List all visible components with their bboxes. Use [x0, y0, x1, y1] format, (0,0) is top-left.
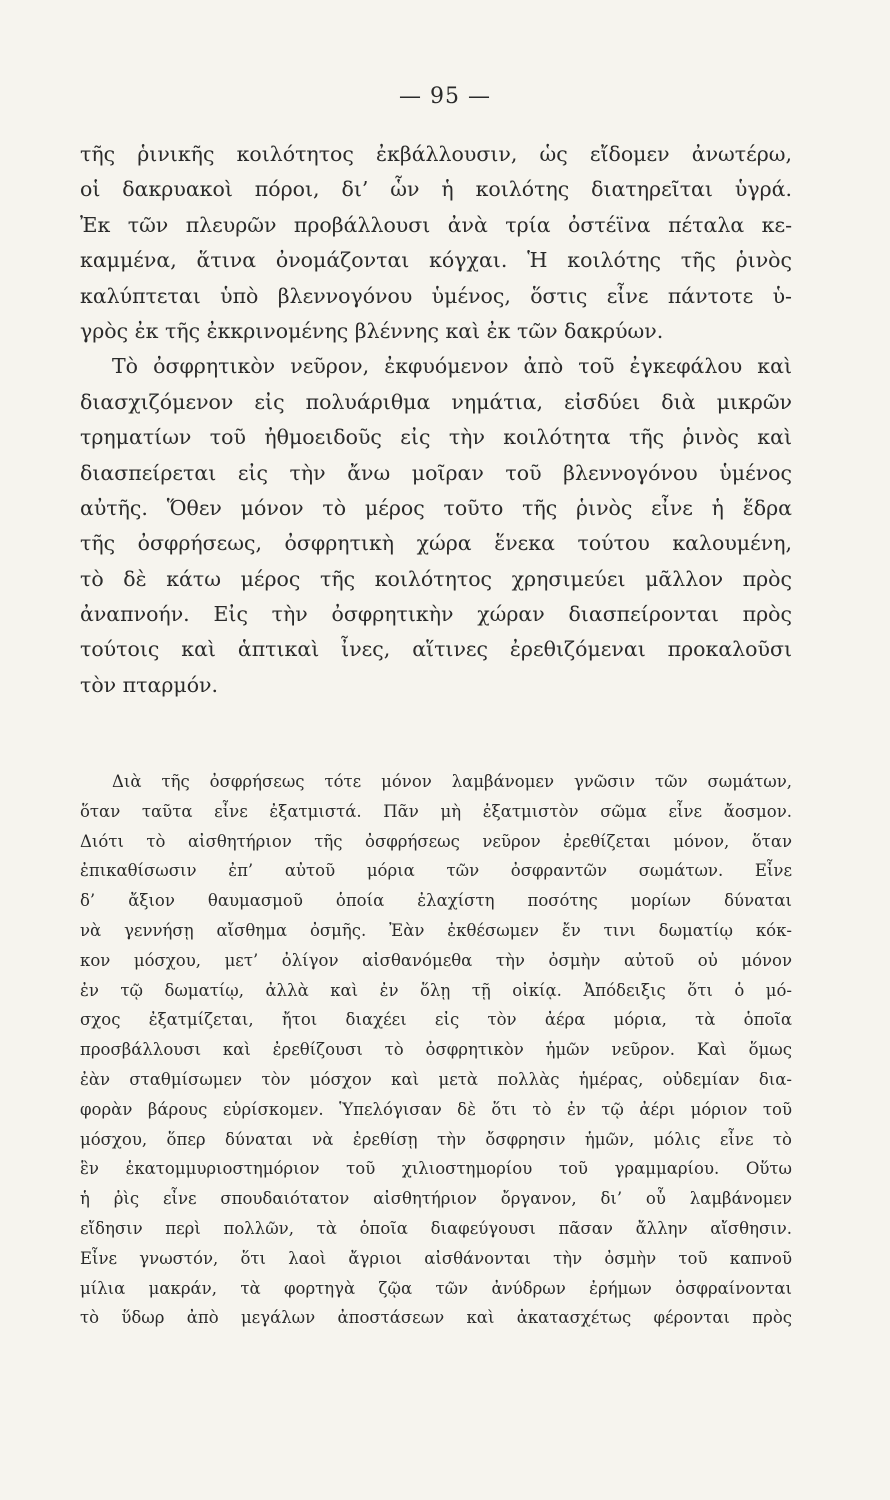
text-line: μίλια μακράν, τὰ φορτηγὰ ζῷα τῶν ἀνύδρων ἐρήμων ὀσφραίνονται — [80, 1278, 792, 1298]
text-line: τρηματίων τοῦ ἠθμοειδοῦς εἰς τὴν κοιλότητα τῆς ῥινὸς καὶ — [80, 425, 792, 450]
text-line: ὅταν ταῦτα εἶνε ἐξατμιστά. Πᾶν μὴ ἐξατμιστὸν σῶμα εἶνε ἄοσμον. — [80, 801, 792, 821]
text-line: ἀναπνοήν. Εἰς τὴν ὀσφρητικὴν χώραν διασπείρονται πρὸς — [80, 602, 792, 627]
main-text-block — [80, 137, 792, 703]
page-number: — 95 — — [399, 84, 491, 109]
text-line: εἴδησιν περὶ πολλῶν, τὰ ὁποῖα διαφεύγουσι πᾶσαν ἄλλην αἴσθησιν. — [80, 1218, 792, 1238]
text-line: τὸ ὕδωρ ἀπὸ μεγάλων ἀποστάσεων καὶ ἀκατασχέτως φέρονται πρὸς — [80, 1308, 792, 1328]
text-line: δ’ ἄξιον θαυμασμοῦ ὁποία ἐλαχίστη ποσότης μορίων δύναται — [80, 891, 792, 911]
text-line: οἱ δακρυακοὶ πόροι, δι’ ὧν ἡ κοιλότης διατηρεῖται ὑγρά. — [80, 177, 792, 202]
text-line: τὸν πταρμόν. — [80, 672, 219, 697]
text-line: ἡ ῥὶς εἶνε σπουδαιότατον αἰσθητήριον ὄργανον, δι’ οὗ λαμβάνομεν — [80, 1189, 792, 1209]
text-line: Εἶνε γνωστόν, ὅτι λαοὶ ἄγριοι αἰσθάνονται τὴν ὀσμὴν τοῦ καπνοῦ — [80, 1248, 792, 1268]
text-line: τῆς ῥινικῆς κοιλότητος ἐκβάλλουσιν, ὡς εἴδομεν ἀνωτέρω, — [80, 142, 792, 166]
text-line: καλύπτεται ὑπὸ βλεννογόνου ὑμένος, ὅστις εἶνε πάντοτε ὑ- — [80, 283, 792, 308]
text-line: ἐν τῷ δωματίῳ, ἀλλὰ καὶ ἐν ὅλῃ τῇ οἰκίᾳ. Ἀπόδειξις ὅτι ὁ μό- — [80, 980, 792, 1000]
text-line: νὰ γεννήσῃ αἴσθημα ὀσμῆς. Ἐὰν ἐκθέσωμεν ἔν τινι δωματίῳ κόκ- — [80, 920, 792, 940]
text-line: διασχιζόμενον εἰς πολυάριθμα νημάτια, εἰσδύει διὰ μικρῶν — [80, 389, 792, 414]
text-line: τὸ δὲ κάτω μέρος τῆς κοιλότητος χρησιμεύει μᾶλλον πρὸς — [80, 566, 792, 591]
text-line: Διότι τὸ αἰσθητήριον τῆς ὀσφρήσεως νεῦρον ἐρεθίζεται μόνον, ὅταν — [80, 831, 792, 851]
text-line: Ἐκ τῶν πλευρῶν προβάλλουσι ἀνὰ τρία ὀστέϊνα πέταλα κε- — [80, 212, 792, 237]
text-line: ἓν ἑκατομμυριοστημόριον τοῦ χιλιοστημορίου τοῦ γραμμαρίου. Οὕτω — [80, 1159, 792, 1179]
text-line: Τὸ ὀσφρητικὸν νεῦρον, ἐκφυόμενον ἀπὸ τοῦ ἐγκεφάλου καὶ — [112, 354, 792, 379]
text-line: προσβάλλουσι καὶ ἐρεθίζουσι τὸ ὀσφρητικὸν ἡμῶν νεῦρον. Καὶ ὅμως — [80, 1040, 792, 1060]
text-line: διασπείρεται εἰς τὴν ἄνω μοῖραν τοῦ βλεννογόνου ὑμένος — [80, 460, 792, 485]
text-line: κον μόσχου, μετ’ ὀλίγον αἰσθανόμεθα τὴν ὀσμὴν αὐτοῦ οὐ μόνον — [80, 950, 792, 970]
text-line: γρὸς ἐκ τῆς ἐκκρινομένης βλέννης καὶ ἐκ τῶν δακρύων. — [80, 318, 664, 343]
text-line: φορὰν βάρους εὑρίσκομεν. Ὑπελόγισαν δὲ ὅτι τὸ ἐν τῷ ἀέρι μόριον τοῦ — [80, 1099, 792, 1119]
small-text-block — [80, 767, 792, 1333]
text-line: μόσχου, ὅπερ δύναται νὰ ἐρεθίσῃ τὴν ὄσφρησιν ἡμῶν, μόλις εἶνε τὸ — [80, 1129, 792, 1149]
text-line: τούτοις καὶ ἁπτικαὶ ἶνες, αἵτινες ἐρεθιζόμεναι προκαλοῦσι — [80, 637, 792, 662]
text-line: τῆς ὀσφρήσεως, ὀσφρητικὴ χώρα ἕνεκα τούτου καλουμένη, — [80, 531, 792, 556]
text-line: Διὰ τῆς ὀσφρήσεως τότε μόνον λαμβάνομεν γνῶσιν τῶν σωμάτων, — [112, 772, 792, 791]
text-line: αὐτῆς. Ὅθεν μόνον τὸ μέρος τοῦτο τῆς ῥινὸς εἶνε ἡ ἕδρα — [80, 495, 792, 520]
text-line: ἐπικαθίσωσιν ἐπ’ αὐτοῦ μόρια τῶν ὀσφραντῶν σωμάτων. Εἶνε — [80, 861, 792, 881]
text-line: ἐὰν σταθμίσωμεν τὸν μόσχον καὶ μετὰ πολλὰς ἡμέρας, οὐδεμίαν δια- — [80, 1069, 792, 1089]
text-line: καμμένα, ἅτινα ὀνομάζονται κόγχαι. Ἡ κοιλότης τῆς ῥινὸς — [80, 248, 792, 273]
text-line: σχος ἐξατμίζεται, ἤτοι διαχέει εἰς τὸν ἀέρα μόρια, τὰ ὁποῖα — [80, 1010, 792, 1030]
